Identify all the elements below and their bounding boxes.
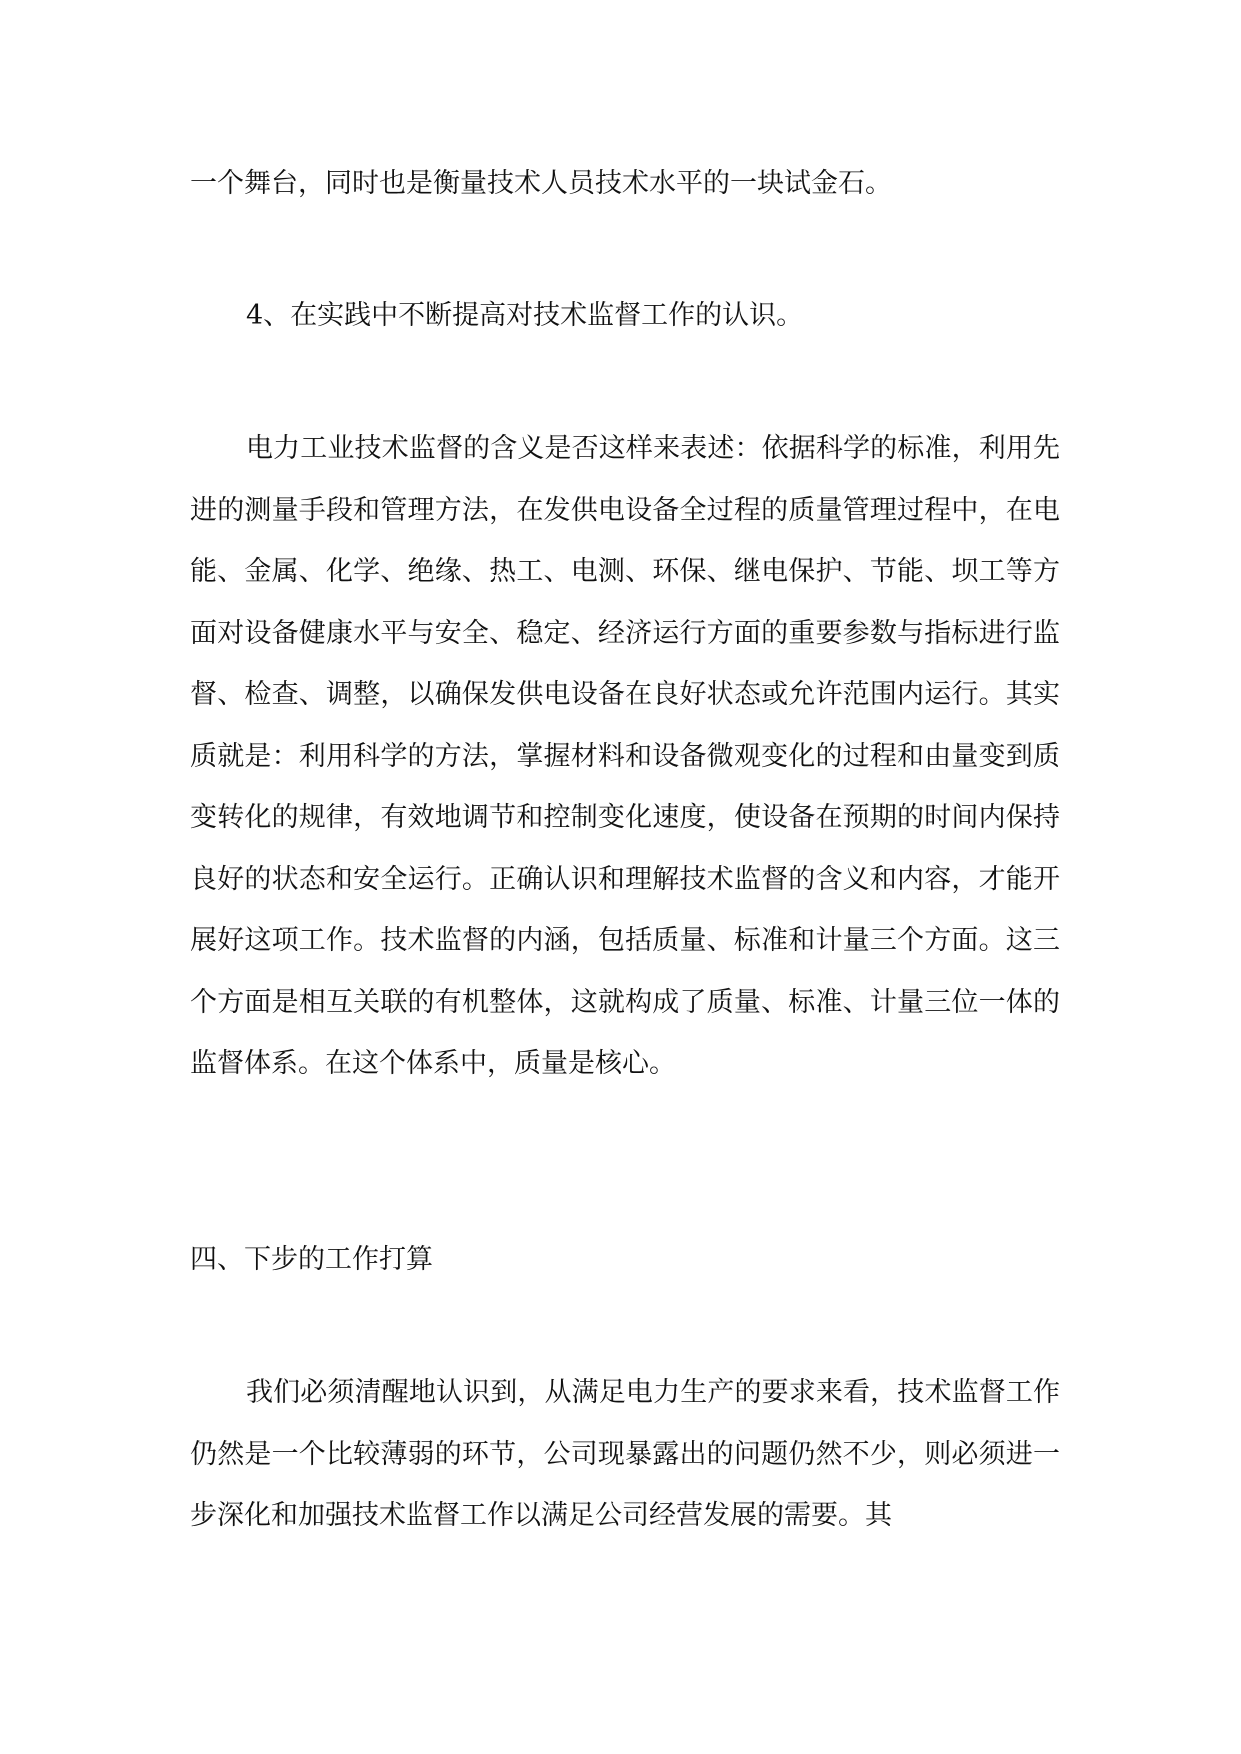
paragraph-definition: 电力工业技术监督的含义是否这样来表述：依据科学的标准，利用先进的测量手段和管理方法，在发供电设备全过程的质量管理过程中，在电能、金属、化学、绝缘、热工、电测、环保、继电保护、节能、坝工等方面对设备健康水平与安全、稳定、经济运行方面的重要参数与指标进行监督、检查、调整，以确保发供电设备在良好状态或允许范围内运行。其实质就是：利用科学的方法，掌握材料和设备微观变化的过程和由量变到质变转化的规律，有效地调节和控制变化速度，使设备在预期的时间内保持良好的状态和安全运行。正确认识和理解技术监督的含义和内容，才能开展好这项工作。技术监督的内涵，包括质量、标准和计量三个方面。这三个方面是相互关联的有机整体，这就构成了质量、标准、计量三位一体的监督体系。在这个体系中，质量是核心。 [190, 433, 1060, 1079]
list-item-4: 4、在实践中不断提高对技术监督工作的认识。 [246, 300, 804, 331]
paragraph-next-steps: 我们必须清醒地认识到，从满足电力生产的要求来看，技术监督工作仍然是一个比较薄弱的环节，公司现暴露出的问题仍然不少，则必须进一步深化和加强技术监督工作以满足公司经营发展的需要。其 [190, 1377, 1060, 1531]
section-heading: 四、下步的工作打算 [190, 1244, 433, 1275]
paragraph-continuation: 一个舞台，同时也是衡量技术人员技术水平的一块试金石。 [190, 168, 892, 199]
